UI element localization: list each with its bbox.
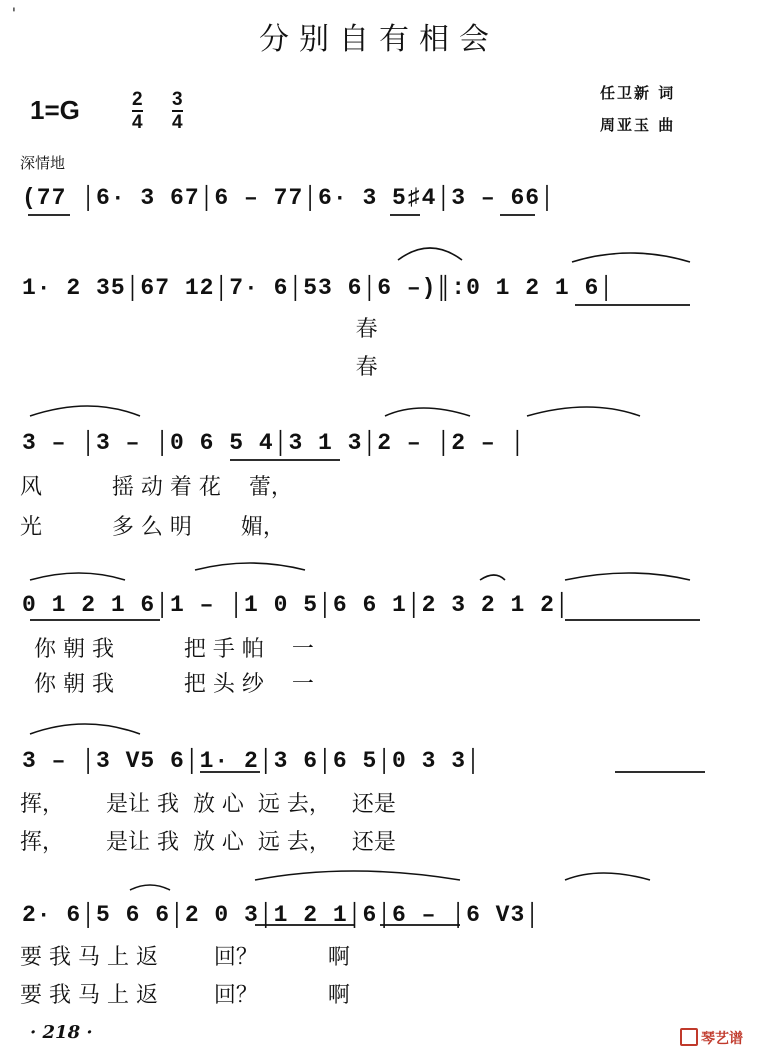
composer-credit: 周亚玉 曲 [600, 116, 676, 134]
tempo-marking: 深情地 [20, 154, 66, 172]
lyric-row-5-verse-2: 挥， 是让 我 放 心 远 去， 还是 [20, 830, 396, 855]
song-title: 分别自有相会 [259, 22, 499, 57]
lyric-row-6-verse-2: 要 我 马 上 返 回？ 啊 [20, 983, 350, 1008]
lyric-row-3-verse-1: 风 摇 动 着 花 蕾， [20, 475, 293, 500]
corner-mark: ' [12, 6, 16, 22]
watermark-logo: 琴艺谱 [680, 1028, 743, 1048]
staff-row-3: 3 – │3 – │0 6 5 4│3 1 3│2 – │2 – │ [22, 430, 526, 456]
lyric-row-2-verse-2: 春 [20, 355, 378, 380]
staff-row-2: 1· 2 35│67 12│7· 6│53 6│6 –)║:0 1 2 1 6│ [22, 275, 615, 301]
time-signature-3-4: 3 4 [172, 89, 183, 133]
lyricist-credit: 任卫新 词 [600, 84, 676, 102]
staff-row-1: (77 │6· 3 67│6 – 77│6· 3 5♯4│3 – 66│ [22, 185, 555, 211]
lyric-row-3-verse-2: 光 多 么 明 媚， [20, 515, 285, 540]
logo-icon [680, 1028, 698, 1046]
lyric-row-5-verse-1: 挥， 是让 我 放 心 远 去， 还是 [20, 792, 396, 817]
lyric-row-6-verse-1: 要 我 马 上 返 回？ 啊 [20, 945, 350, 970]
key-signature: 1=G [30, 95, 80, 125]
time-signature-2-4: 2 4 [132, 89, 143, 133]
lyric-row-2-verse-1: 春 [20, 317, 378, 342]
staff-row-5: 3 – │3 V5 6│1· 2│3 6│6 5│0 3 3│ [22, 748, 481, 774]
staff-row-4: 0 1 2 1 6│1 – │1 0 5│6 6 1│2 3 2 1 2│ [22, 592, 570, 618]
lyric-row-4-verse-2: 你 朝 我 把 头 纱 一 [20, 672, 314, 697]
lyric-row-4-verse-1: 你 朝 我 把 手 帕 一 [20, 637, 314, 662]
page-number: · 218 · [30, 1022, 93, 1043]
staff-row-6: 2· 6│5 6 6│2 0 3│1 2 1│6│6 – │6 V3│ [22, 902, 541, 928]
